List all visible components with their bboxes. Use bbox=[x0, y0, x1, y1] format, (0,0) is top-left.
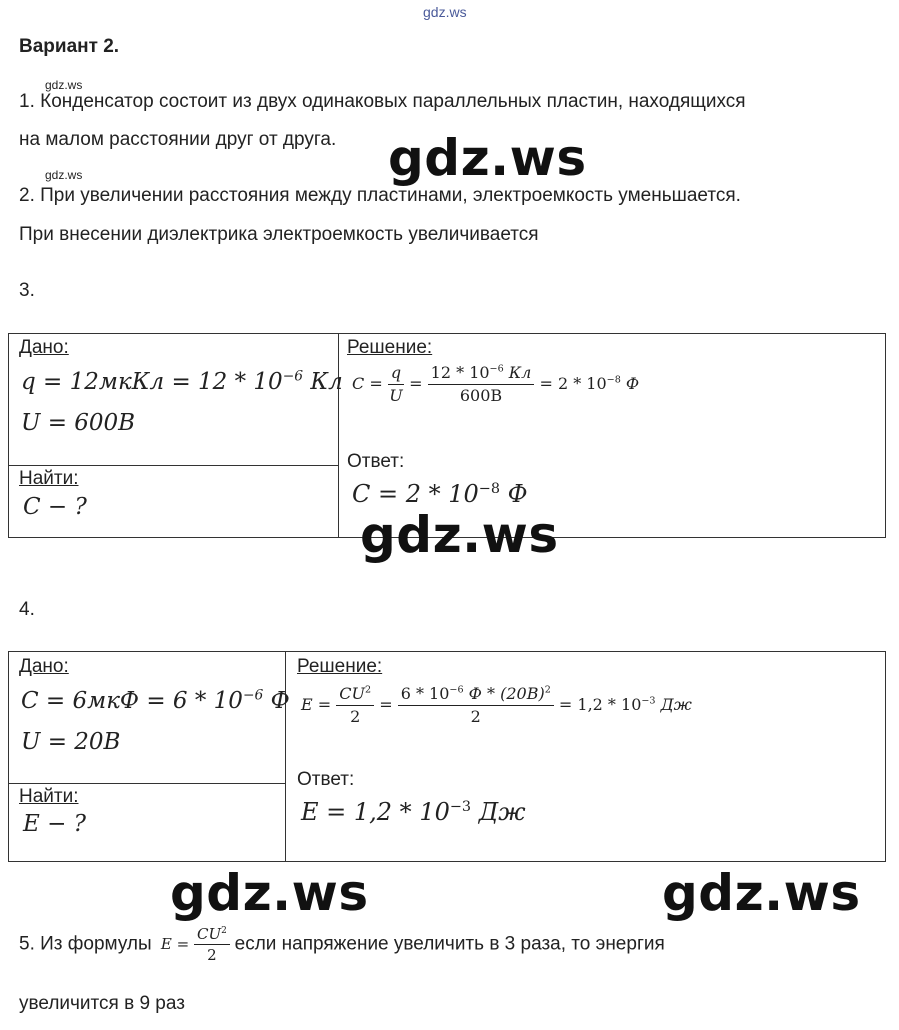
given-label: Дано: bbox=[19, 337, 69, 358]
answer-value: $C = 2 * 10^{-8}$ Ф bbox=[352, 480, 528, 508]
answer-label: Ответ: bbox=[297, 769, 355, 790]
watermark-large: gdz.ws bbox=[388, 129, 587, 187]
find-energy: E − ? bbox=[23, 811, 87, 837]
given-capacitance: $C = 6мкФ = 6 * 10^{-6}$ Ф bbox=[21, 687, 290, 714]
answer-value: $E = 1,2 * 10^{-3}$ Дж bbox=[301, 798, 526, 826]
solution-formula: C = $\frac{q}{U}$ = $\frac{12 * 10^{-6} Кл}{600В}$ = $2 * 10^{-8}$ Ф bbox=[352, 363, 640, 405]
question-5-line-1 bbox=[19, 924, 665, 965]
solution-label: Решение: bbox=[297, 656, 383, 677]
page-title: Вариант 2. bbox=[19, 36, 120, 57]
question-1-line-2: на малом расстоянии друг от друга. bbox=[19, 129, 337, 150]
find-capacitance: C − ? bbox=[23, 494, 87, 520]
watermark-large: gdz.ws bbox=[360, 506, 559, 564]
question-3-number: 3. bbox=[19, 280, 35, 301]
watermark-top: gdz.ws bbox=[423, 4, 467, 20]
solution-label: Решение: bbox=[347, 337, 433, 358]
find-label: Найти: bbox=[19, 468, 79, 489]
question-5-prefix: 5. Из формулы bbox=[19, 933, 152, 955]
given-label: Дано: bbox=[19, 656, 69, 677]
given-charge: q = 12мкКл = $12 * 10^{-6}$ Кл bbox=[21, 368, 343, 395]
question-4-number: 4. bbox=[19, 599, 35, 620]
watermark-large: gdz.ws bbox=[170, 864, 369, 922]
given-voltage: U = 20В bbox=[21, 729, 121, 755]
solution-formula: E = $\frac{CU^2}{2}$ = $\frac{6 * 10^{-6} Ф * (20В)^2}{2}$ = $1,2 * 10^{-3}$ Дж bbox=[301, 684, 692, 726]
find-label: Найти: bbox=[19, 786, 79, 807]
energy-formula: E = $\frac{CU^2}{2}$ bbox=[161, 935, 235, 953]
answer-label: Ответ: bbox=[347, 451, 405, 472]
question-1-line-1: 1. Конденсатор состоит из двух одинаковых параллельных пластин, находящихся bbox=[19, 91, 746, 112]
given-voltage: U = 600В bbox=[21, 410, 136, 436]
watermark-small: gdz.ws bbox=[45, 78, 83, 92]
question-5-suffix: если напряжение увеличить в 3 раза, то энергия bbox=[234, 933, 665, 955]
question-2-line-2: При внесении диэлектрика электроемкость увеличивается bbox=[19, 224, 539, 245]
question-5-line-2: увеличится в 9 раз bbox=[19, 993, 185, 1014]
watermark-large: gdz.ws bbox=[662, 864, 861, 922]
question-2-line-1: 2. При увеличении расстояния между пластинами, электроемкость уменьшается. bbox=[19, 185, 741, 206]
watermark-small: gdz.ws bbox=[45, 168, 83, 182]
